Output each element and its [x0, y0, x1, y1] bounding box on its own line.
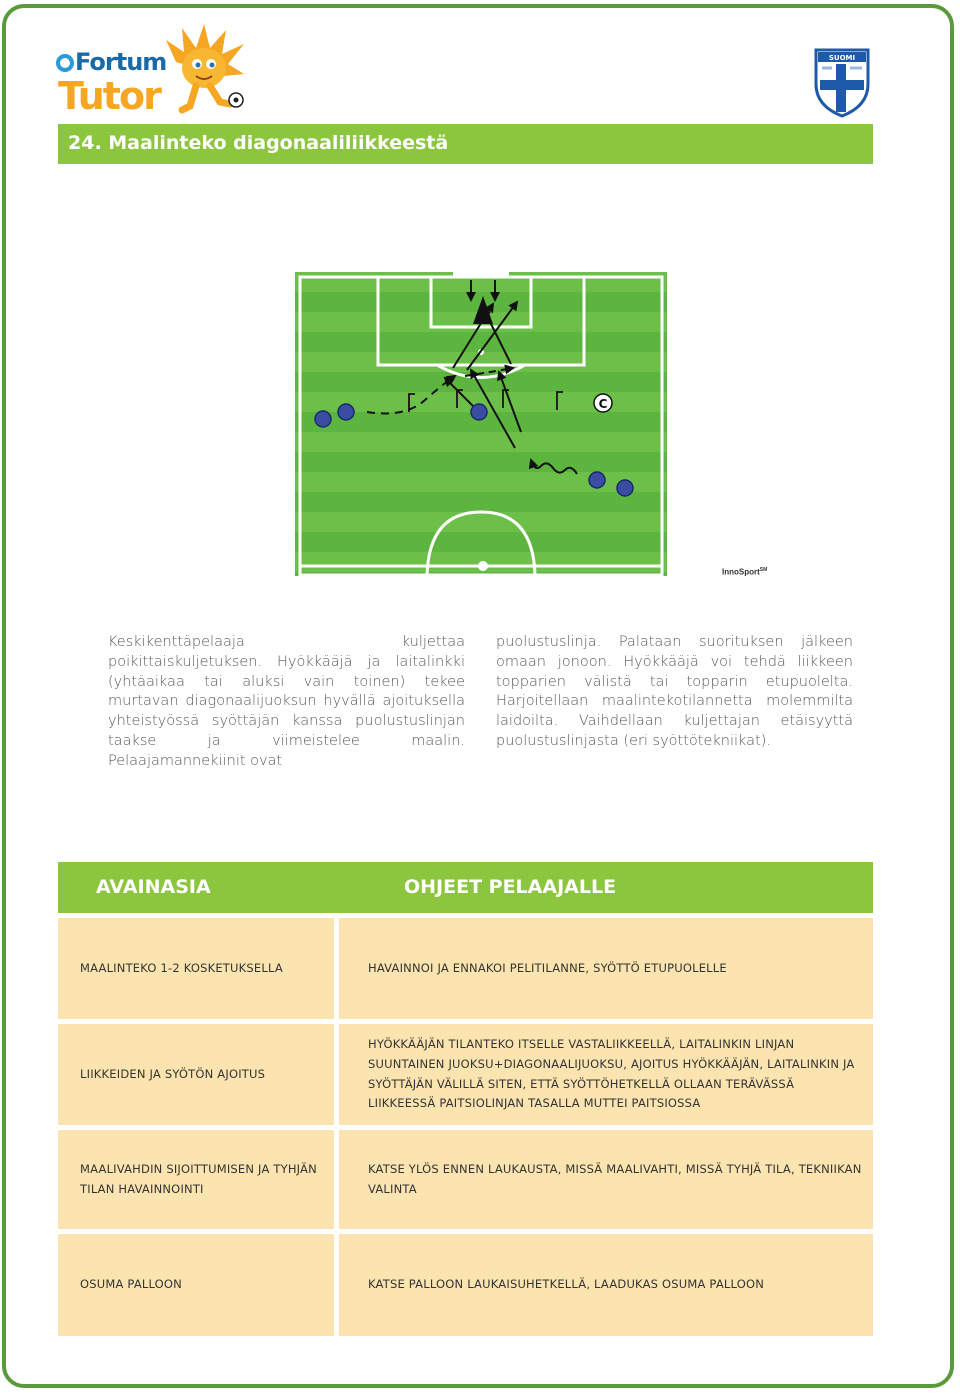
title-bar — [58, 124, 873, 164]
instruction-cell: HAVAINNOI JA ENNAKOI PELITILANNE, SYÖTTÖ ETUPUOLELLE — [339, 918, 873, 1019]
suomi-badge-icon — [812, 44, 872, 118]
instruction-cell: KATSE PALLOON LAUKAISUHETKELLÄ, LAADUKAS OSUMA PALLOON — [339, 1234, 873, 1336]
instruction-cell: HYÖKKÄÄJÄN TILANTEKO ITSELLE VASTALIIKKEELLÄ, LAITALINKIN LINJAN SUUNTAINEN JUOKSU+DIAGONAALIJUOKSU, AJOITUS HYÖKKÄÄJÄN, LAITALINKIN JA SYÖTTÄJÄN VÄLILLÄ SITEN, ETTÄ SYÖTTÖHETKELLÄ OLLAAN TERÄVÄSSÄ LIIKKEESSÄ PAITSIOLINJAN TASALLA MUTTEI PAITSIOSSA — [339, 1024, 873, 1125]
fortum-wordmark: Fortum — [56, 48, 166, 76]
table-header — [58, 862, 873, 913]
table-row — [58, 1130, 873, 1229]
innosport-credit: InnoSport℠ — [722, 567, 768, 577]
header-instructions: OHJEET PELAAJALLE — [404, 876, 617, 898]
header-key-points: AVAINASIA — [96, 876, 211, 898]
tutor-wordmark: Tutor — [58, 74, 160, 118]
description-column-1 — [108, 633, 465, 772]
page-title: 24. Maalinteko diagonaaliliikkeestä — [68, 132, 449, 154]
fortum-tutor-logo — [56, 22, 246, 122]
description-text-1: Keskikenttäpelaaja kuljettaa poikittaiskuljetuksen. Hyökkääjä ja laitalinkki (yhtäaikaa tai aluksi vain toinen) tekee murtavan diagonaalijuoksun hyvällä ajoituksella yhteistyössä syöttäjän kanssa puolustuslinjan taakse ja viimeistelee maalin. Pelaajamannekiinit ovat — [108, 634, 465, 769]
coach-label: C — [598, 397, 608, 411]
table-row — [58, 1024, 873, 1125]
instruction-cell: KATSE YLÖS ENNEN LAUKAUSTA, MISSÄ MAALIVAHTI, MISSÄ TYHJÄ TILA, TEKNIIKAN VALINTA — [339, 1130, 873, 1229]
key-point-cell: MAALINTEKO 1-2 KOSKETUKSELLA — [58, 918, 334, 1019]
goal — [453, 272, 509, 278]
svg-text:SUOMI: SUOMI — [828, 54, 856, 62]
key-point-cell: OSUMA PALLOON — [58, 1234, 334, 1336]
key-point-cell: LIIKKEIDEN JA SYÖTÖN AJOITUS — [58, 1024, 334, 1125]
table-row — [58, 1234, 873, 1336]
description-text-2: puolustuslinja. Palataan suorituksen jälkeen omaan jonoon. Hyökkääjä voi tehdä liikkeen topparien välistä tai topparin etupuolelta. Harjoitellaan maalintekotilannetta molemmilta laidoilta. Vaihdellaan kuljettajan etäisyyttä puolustuslinjasta (eri syöttötekniikat). — [496, 634, 853, 749]
description-column-2 — [496, 633, 853, 752]
mascot-icon — [162, 22, 246, 118]
drill-diagram — [295, 272, 667, 576]
key-point-cell: MAALIVAHDIN SIJOITTUMISEN JA TYHJÄN TILAN HAVAINNOINTI — [58, 1130, 334, 1229]
table-row — [58, 918, 873, 1019]
center-spot — [478, 561, 488, 571]
